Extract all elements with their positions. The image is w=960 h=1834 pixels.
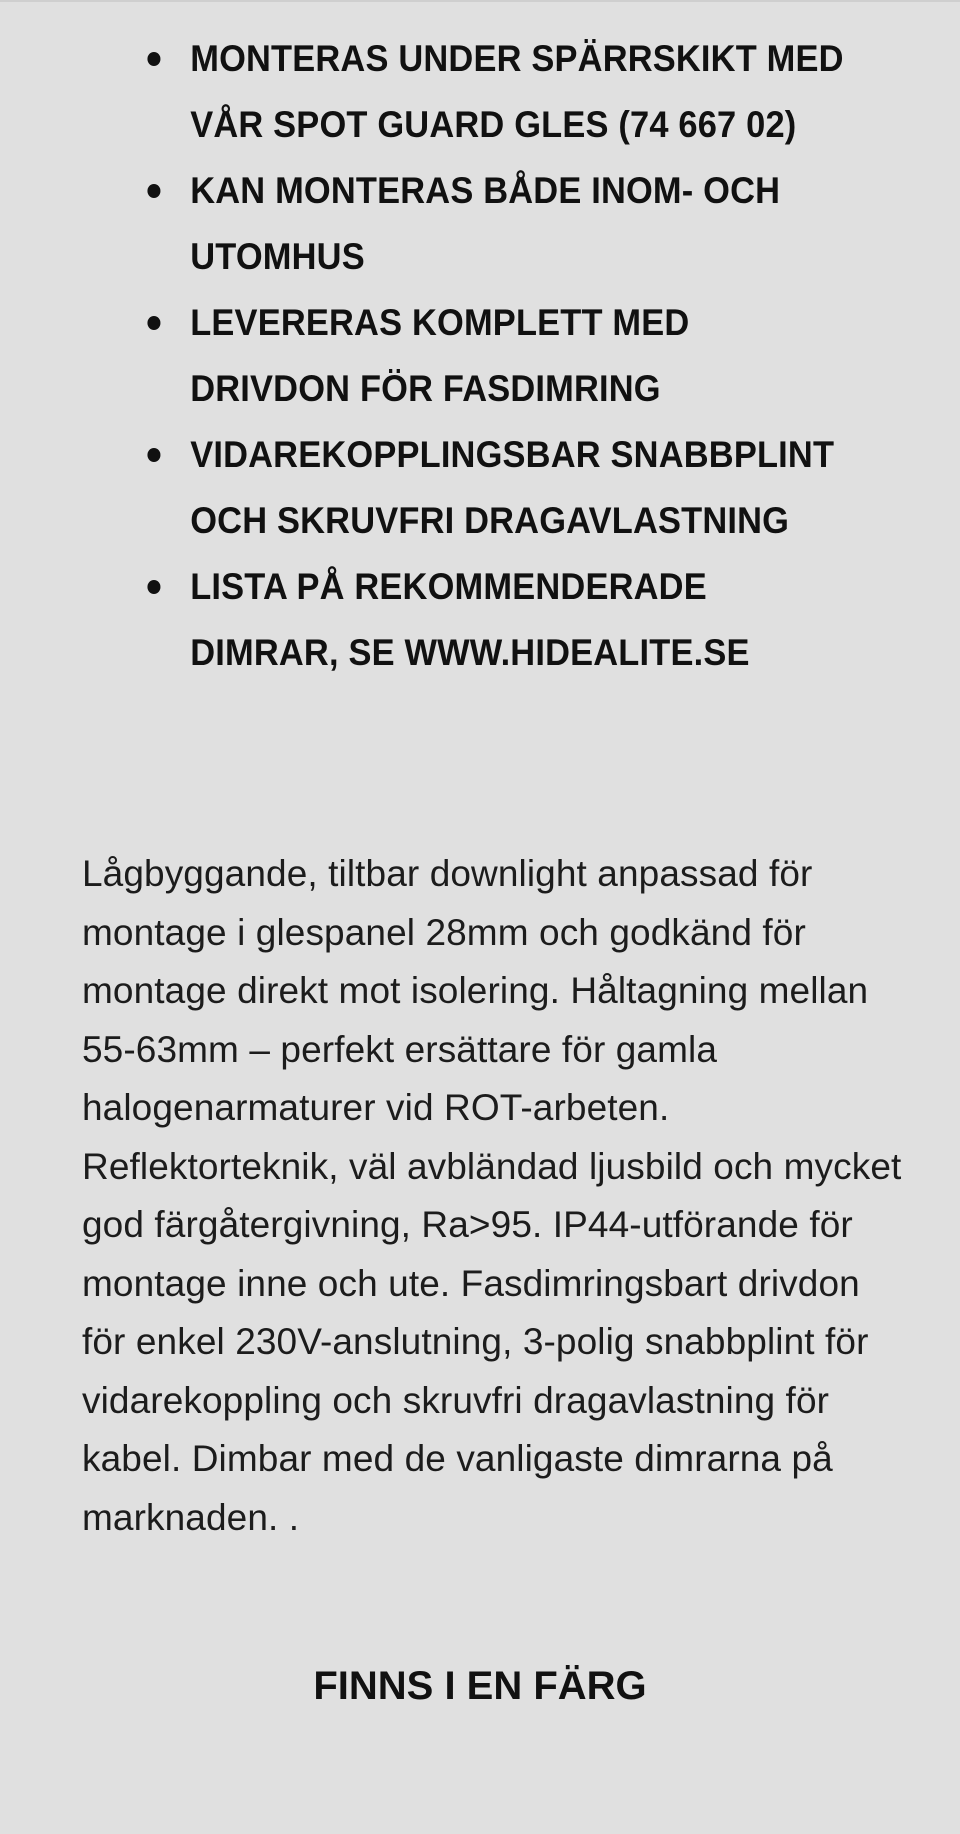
feature-item: [140, 290, 847, 422]
bullet-icon: [147, 448, 160, 462]
feature-text: LEVERERAS KOMPLETT MED DRIVDON FÖR FASDIMRING: [190, 302, 690, 409]
bullet-icon: [147, 580, 160, 594]
colors-heading: FINNS I EN FÄRG: [313, 1664, 647, 1708]
feature-item: [140, 158, 847, 290]
feature-item: [140, 554, 847, 686]
feature-text: MONTERAS UNDER SPÄRRSKIKT MED VÅR SPOT GUARD GLES (74 667 02): [190, 38, 844, 145]
product-description: Lågbyggande, tiltbar downlight anpassad för montage i glespanel 28mm och godkänd för montage direkt mot isolering. Håltagning mellan 55-63mm – perfekt ersättare för gamla halogenarmaturer vid ROT-arbeten. Reflektorteknik, väl avbländad ljusbild och mycket god färgåtergivning, Ra>95. IP44-utförande för montage inne och ute. Fasdimringsbart drivdon för enkel 230V-anslutning, 3-polig snabbplint för vidarekoppling och skruvfri dragavlastning för kabel. Dimbar med de vanligaste dimrarna på marknaden. .: [82, 853, 902, 1538]
feature-item: [140, 422, 847, 554]
top-divider: [0, 0, 960, 2]
bullet-icon: [147, 52, 160, 66]
feature-text: VIDAREKOPPLINGSBAR SNABBPLINT OCH SKRUVFRI DRAGAVLASTNING: [190, 434, 835, 541]
feature-item: [140, 26, 847, 158]
feature-text: LISTA PÅ REKOMMENDERADE DIMRAR, SE WWW.HIDEALITE.SE: [190, 566, 750, 673]
feature-list: [140, 26, 900, 686]
bullet-icon: [147, 316, 160, 330]
bullet-icon: [147, 184, 160, 198]
feature-text: KAN MONTERAS BÅDE INOM- OCH UTOMHUS: [190, 170, 781, 277]
